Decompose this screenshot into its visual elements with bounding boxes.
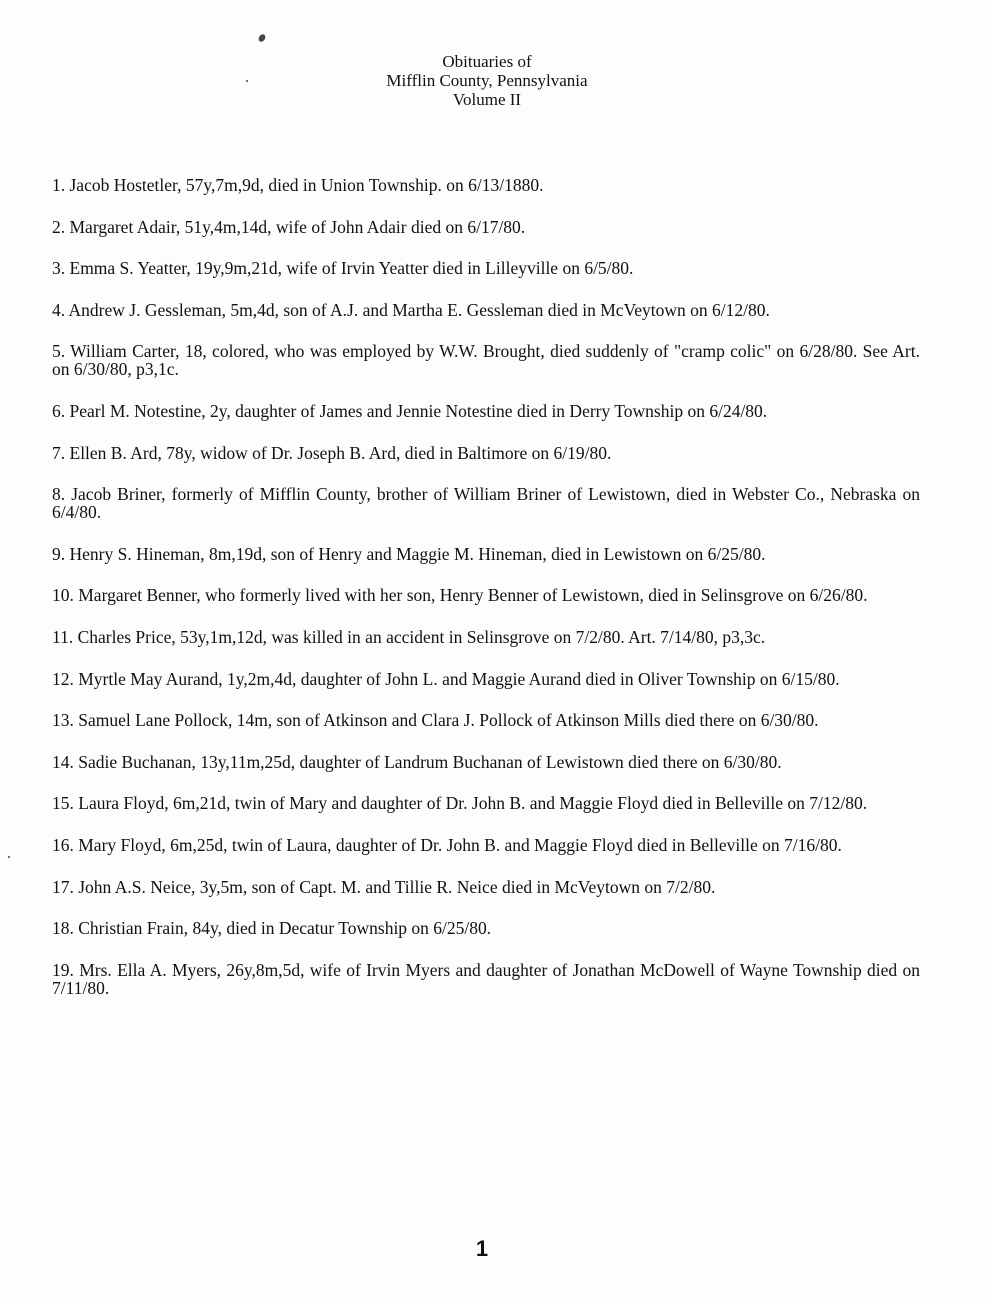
page-number: 1 bbox=[475, 1236, 489, 1261]
header-title: Obituaries of bbox=[442, 52, 532, 71]
ink-speck bbox=[257, 33, 267, 43]
document-header bbox=[0, 52, 974, 109]
obituary-entry: 10. Margaret Benner, who formerly lived with her son, Henry Benner of Lewistown, died in Selinsgrove on 6/26/80. bbox=[52, 585, 868, 606]
obituary-list bbox=[52, 176, 920, 1020]
ink-speck bbox=[8, 856, 10, 858]
obituary-entry: 16. Mary Floyd, 6m,25d, twin of Laura, daughter of Dr. John B. and Maggie Floyd died in Belleville on 7/16/80. bbox=[52, 834, 842, 855]
obituary-entry: 19. Mrs. Ella A. Myers, 26y,8m,5d, wife of Irvin Myers and daughter of Jonathan McDowell of Wayne Township died on 7/11/80. bbox=[52, 959, 920, 998]
obituary-entry: 4. Andrew J. Gessleman, 5m,4d, son of A.J. and Martha E. Gessleman died in McVeytown on 6/12/80. bbox=[52, 299, 770, 320]
obituary-entry: 12. Myrtle May Aurand, 1y,2m,4d, daughter of John L. and Maggie Aurand died in Oliver Township on 6/15/80. bbox=[52, 668, 840, 689]
obituary-entry: 5. William Carter, 18, colored, who was employed by W.W. Brought, died suddenly of "cramp colic" on 6/28/80. See Art. on 6/30/80, p3,1c. bbox=[52, 341, 920, 380]
obituary-entry: 8. Jacob Briner, formerly of Mifflin County, brother of William Briner of Lewistown, died in Webster Co., Nebraska on 6/4/80. bbox=[52, 484, 920, 523]
obituary-entry: 17. John A.S. Neice, 3y,5m, son of Capt. M. and Tillie R. Neice died in McVeytown on 7/2/80. bbox=[52, 876, 716, 897]
obituary-entry: 15. Laura Floyd, 6m,21d, twin of Mary and daughter of Dr. John B. and Maggie Floyd died in Belleville on 7/12/80. bbox=[52, 793, 868, 814]
obituary-entry: 3. Emma S. Yeatter, 19y,9m,21d, wife of Irvin Yeatter died in Lilleyville on 6/5/80. bbox=[52, 258, 634, 279]
obituary-entry: 6. Pearl M. Notestine, 2y, daughter of James and Jennie Notestine died in Derry Township on 6/24/80. bbox=[52, 400, 768, 421]
obituary-entry: 2. Margaret Adair, 51y,4m,14d, wife of John Adair died on 6/17/80. bbox=[52, 216, 526, 237]
obituary-entry: 14. Sadie Buchanan, 13y,11m,25d, daughter of Landrum Buchanan of Lewistown died there on 6/30/80. bbox=[52, 751, 782, 772]
header-volume: Volume II bbox=[452, 90, 522, 109]
obituary-entry: 9. Henry S. Hineman, 8m,19d, son of Henry and Maggie M. Hineman, died in Lewistown on 6/25/80. bbox=[52, 543, 766, 564]
obituary-entry: 13. Samuel Lane Pollock, 14m, son of Atkinson and Clara J. Pollock of Atkinson Mills died there on 6/30/80. bbox=[52, 710, 819, 731]
obituary-entry: 18. Christian Frain, 84y, died in Decatur Township on 6/25/80. bbox=[52, 918, 492, 939]
obituary-entry: 7. Ellen B. Ard, 78y, widow of Dr. Joseph B. Ard, died in Baltimore on 6/19/80. bbox=[52, 442, 612, 463]
obituary-entry: 1. Jacob Hostetler, 57y,7m,9d, died in Union Township. on 6/13/1880. bbox=[52, 175, 544, 195]
header-county: Mifflin County, Pennsylvania bbox=[386, 71, 588, 90]
obituary-entry: 11. Charles Price, 53y,1m,12d, was killed in an accident in Selinsgrove on 7/2/80. Art. 7/14/80, p3,3c. bbox=[52, 626, 766, 647]
